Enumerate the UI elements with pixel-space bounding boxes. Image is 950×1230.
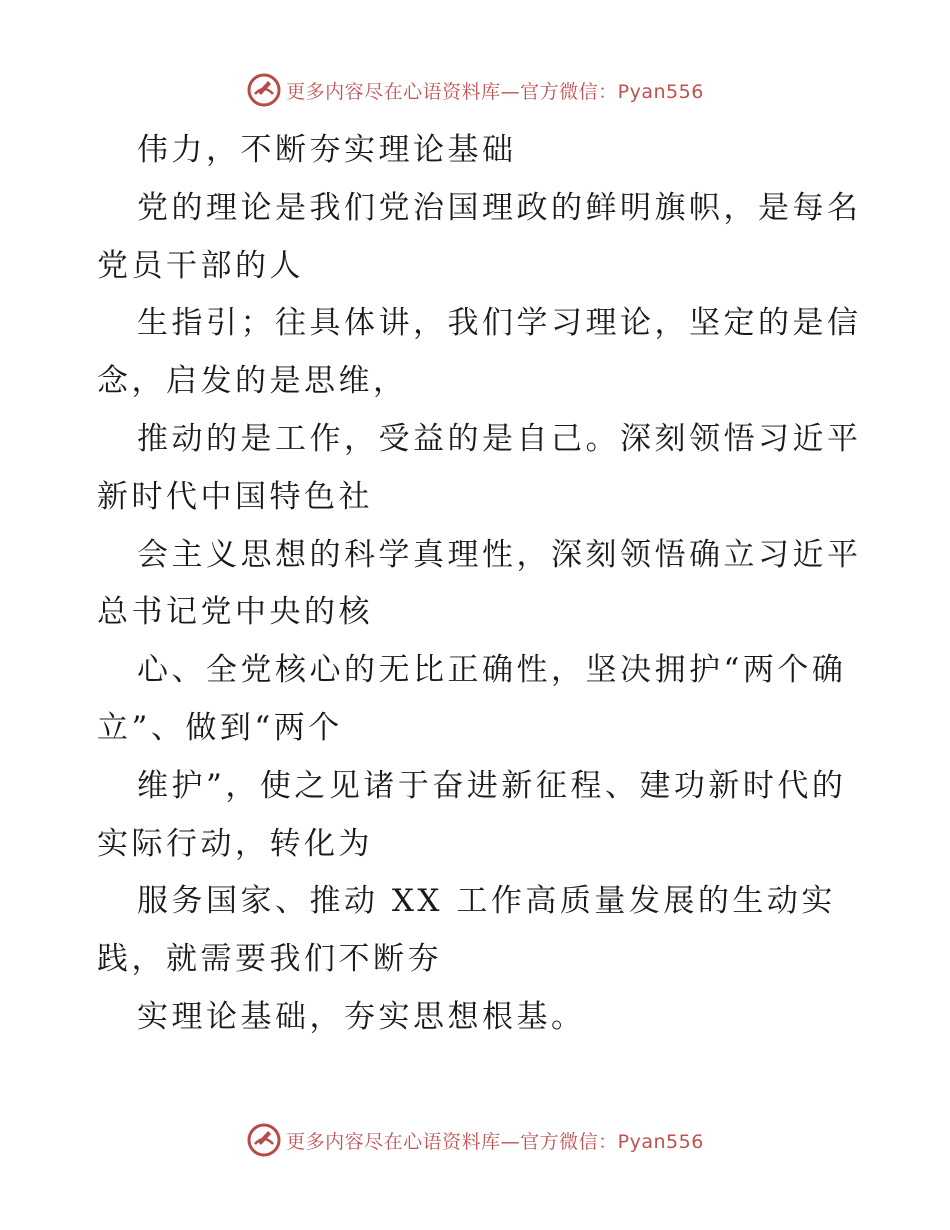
body-line: 维护”，使之见诸于奋进新征程、建功新时代的 <box>137 767 847 804</box>
body-line: 新时代中国特色社 <box>97 478 373 515</box>
body-line: 立”、做到“两个 <box>97 709 343 746</box>
document-body <box>97 122 867 1047</box>
book-pen-logo-icon <box>246 72 282 108</box>
body-line: 会主义思想的科学真理性，深刻领悟确立习近平 <box>137 536 862 573</box>
footer-banner <box>0 1120 950 1160</box>
body-line: 服务国家、推动 XX 工作高质量发展的生动实 <box>137 883 836 920</box>
body-line: 党的理论是我们党治国理政的鲜明旗帜，是每名 <box>137 189 862 226</box>
body-line: 实理论基础，夯实思想根基。 <box>137 998 586 1035</box>
header-banner <box>0 70 950 110</box>
body-line: 总书记党中央的核 <box>97 594 373 631</box>
body-line: 心、全党核心的无比正确性，坚决拥护“两个确 <box>137 652 847 689</box>
body-line: 党员干部的人 <box>97 247 304 284</box>
body-line: 生指引；往具体讲，我们学习理论，坚定的是信 <box>137 305 862 342</box>
body-line: 念，启发的是思维， <box>97 363 408 400</box>
footer-banner-text: 更多内容尽在心语资料库—官方微信：Pyan556 <box>286 1130 704 1153</box>
header-banner-text: 更多内容尽在心语资料库—官方微信：Pyan556 <box>286 80 704 103</box>
book-pen-logo-icon <box>246 1122 282 1158</box>
body-line: 推动的是工作，受益的是自己。深刻领悟习近平 <box>137 420 862 457</box>
body-line: 伟力，不断夯实理论基础 <box>137 132 517 168</box>
body-line: 实际行动，转化为 <box>97 825 373 862</box>
body-line: 践，就需要我们不断夯 <box>97 941 442 978</box>
